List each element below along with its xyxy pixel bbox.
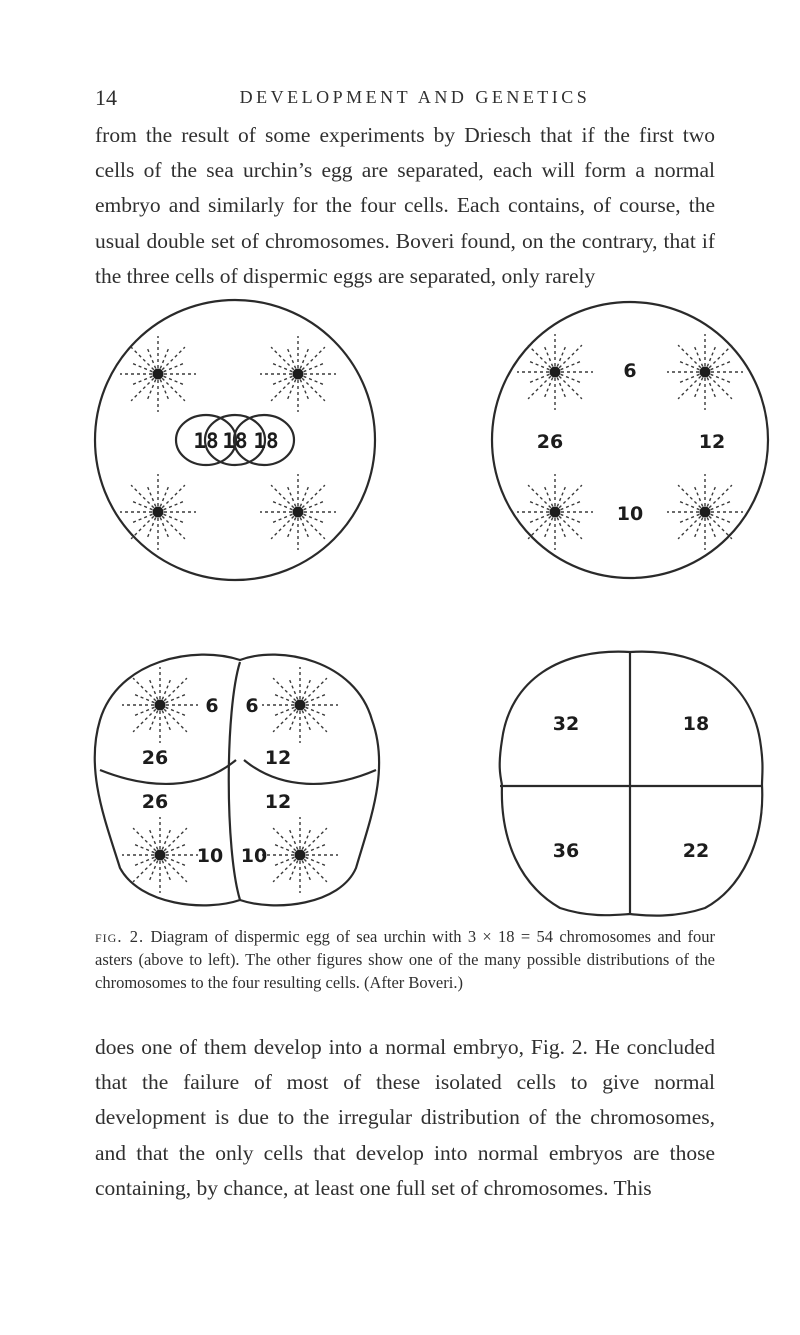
centrosome-dot (153, 507, 164, 518)
chromosome-count-label: 6 (205, 695, 219, 717)
centrosome-dot (700, 367, 711, 378)
aster-icon (667, 334, 743, 410)
aster-ray (162, 347, 185, 370)
aster-icon (120, 336, 196, 412)
aster-ray (304, 859, 327, 882)
figure-caption (95, 925, 715, 994)
aster-ray (271, 347, 294, 370)
aster-ray (164, 709, 187, 732)
aster-ray (271, 516, 294, 539)
centrosome-dot (550, 507, 561, 518)
aster-ray (162, 516, 185, 539)
aster-ray (273, 859, 296, 882)
aster-ray (273, 709, 296, 732)
aster-ray (678, 485, 701, 508)
running-title: DEVELOPMENT AND GENETICS (239, 87, 591, 107)
aster-ray (162, 485, 185, 508)
aster-icon (260, 474, 336, 550)
aster-ray (709, 376, 732, 399)
chromosome-count-label: 18 (222, 429, 248, 453)
egg-outline (492, 302, 768, 578)
aster-ray (304, 709, 327, 732)
aster-ray (133, 828, 156, 851)
aster-ray (162, 378, 185, 401)
chromosome-count-label: 12 (264, 747, 292, 769)
aster-ray (528, 376, 551, 399)
chromosome-count-label: 22 (682, 840, 710, 862)
aster-ray (559, 376, 582, 399)
aster-ray (302, 378, 325, 401)
chromosome-count-label: 6 (623, 360, 637, 382)
aster-icon (517, 474, 593, 550)
aster-icon (262, 817, 338, 893)
aster-icon (120, 474, 196, 550)
aster-ray (559, 345, 582, 368)
aster-ray (302, 347, 325, 370)
chromosome-count-label: 26 (536, 431, 564, 453)
aster-ray (164, 828, 187, 851)
chromosome-count-label: 32 (552, 713, 580, 735)
chromosome-count-label: 10 (240, 845, 268, 867)
aster-ray (559, 516, 582, 539)
chromosome-count-label: 10 (616, 503, 644, 525)
chromosome-count-label: 12 (698, 431, 726, 453)
figure-caption-text: Diagram of dispermic egg of sea urchin with 3 × 18 = 54 chromosomes and four asters (above to left). The other figures show one of the many possible distributions of the chromosomes to the four resulting cells. (After Boveri.) (95, 927, 715, 992)
panel-d-four-cells (500, 652, 763, 916)
aster-ray (528, 345, 551, 368)
panel-a-dispermic-egg (95, 300, 375, 580)
centrosome-dot (293, 369, 304, 380)
body-paragraph-bottom: does one of them develop into a normal embryo, Fig. 2. He concluded that the failure of most of these isolated cells to give normal development is due to the irregular distribution of the chromosomes, and that the only cells that develop into normal embryos are those containing, by chance, at least one full set of chromosomes. This (95, 1035, 715, 1200)
aster-ray (131, 347, 154, 370)
chromosome-count-label: 18 (193, 429, 219, 453)
aster-ray (302, 516, 325, 539)
centrosome-dot (295, 850, 306, 861)
chromosome-count-label: 26 (141, 791, 169, 813)
chromosome-count-label: 36 (552, 840, 580, 862)
centrosome-dot (295, 700, 306, 711)
centrosome-dot (153, 369, 164, 380)
aster-icon (667, 474, 743, 550)
aster-ray (133, 709, 156, 732)
aster-ray (709, 485, 732, 508)
centrosome-dot (700, 507, 711, 518)
aster-ray (131, 378, 154, 401)
aster-icon (260, 336, 336, 412)
chromosome-count-label: 18 (682, 713, 710, 735)
chromosome-count-label: 12 (264, 791, 292, 813)
aster-ray (131, 485, 154, 508)
egg-outline (95, 655, 379, 906)
aster-ray (559, 485, 582, 508)
aster-ray (164, 859, 187, 882)
aster-ray (678, 376, 701, 399)
body-paragraph-top: from the result of some experiments by Driesch that if the first two cells of the sea urchin’s egg are separated, each will form a normal embryo and similarly for the four cells. Each contains, of course, the usual double set of chromosomes. Boveri found, on the contrary, that if the three cells of dispermic eggs are separated, only rarely (95, 123, 715, 288)
chromosome-count-label: 18 (253, 429, 279, 453)
aster-ray (709, 345, 732, 368)
aster-ray (133, 678, 156, 701)
aster-ray (271, 485, 294, 508)
aster-icon (122, 667, 198, 743)
chromosome-count-label: 10 (196, 845, 224, 867)
centrosome-dot (293, 507, 304, 518)
aster-ray (528, 485, 551, 508)
aster-ray (302, 485, 325, 508)
aster-ray (273, 678, 296, 701)
aster-ray (304, 828, 327, 851)
aster-icon (122, 817, 198, 893)
panel-c-two-cells (95, 655, 379, 906)
figure-caption-label: fig. 2. (95, 927, 145, 946)
aster-ray (678, 345, 701, 368)
centrosome-dot (155, 700, 166, 711)
aster-ray (273, 828, 296, 851)
centrosome-dot (155, 850, 166, 861)
aster-icon (517, 334, 593, 410)
page-number: 14 (95, 85, 117, 110)
centrosome-dot (550, 367, 561, 378)
chromosome-count-label: 26 (141, 747, 169, 769)
cell-division-line (229, 662, 240, 900)
aster-icon (262, 667, 338, 743)
aster-ray (164, 678, 187, 701)
chromosome-count-label: 6 (245, 695, 259, 717)
panel-b-distribution (492, 302, 768, 578)
aster-ray (678, 516, 701, 539)
aster-ray (271, 378, 294, 401)
aster-ray (131, 516, 154, 539)
aster-ray (304, 678, 327, 701)
aster-ray (133, 859, 156, 882)
